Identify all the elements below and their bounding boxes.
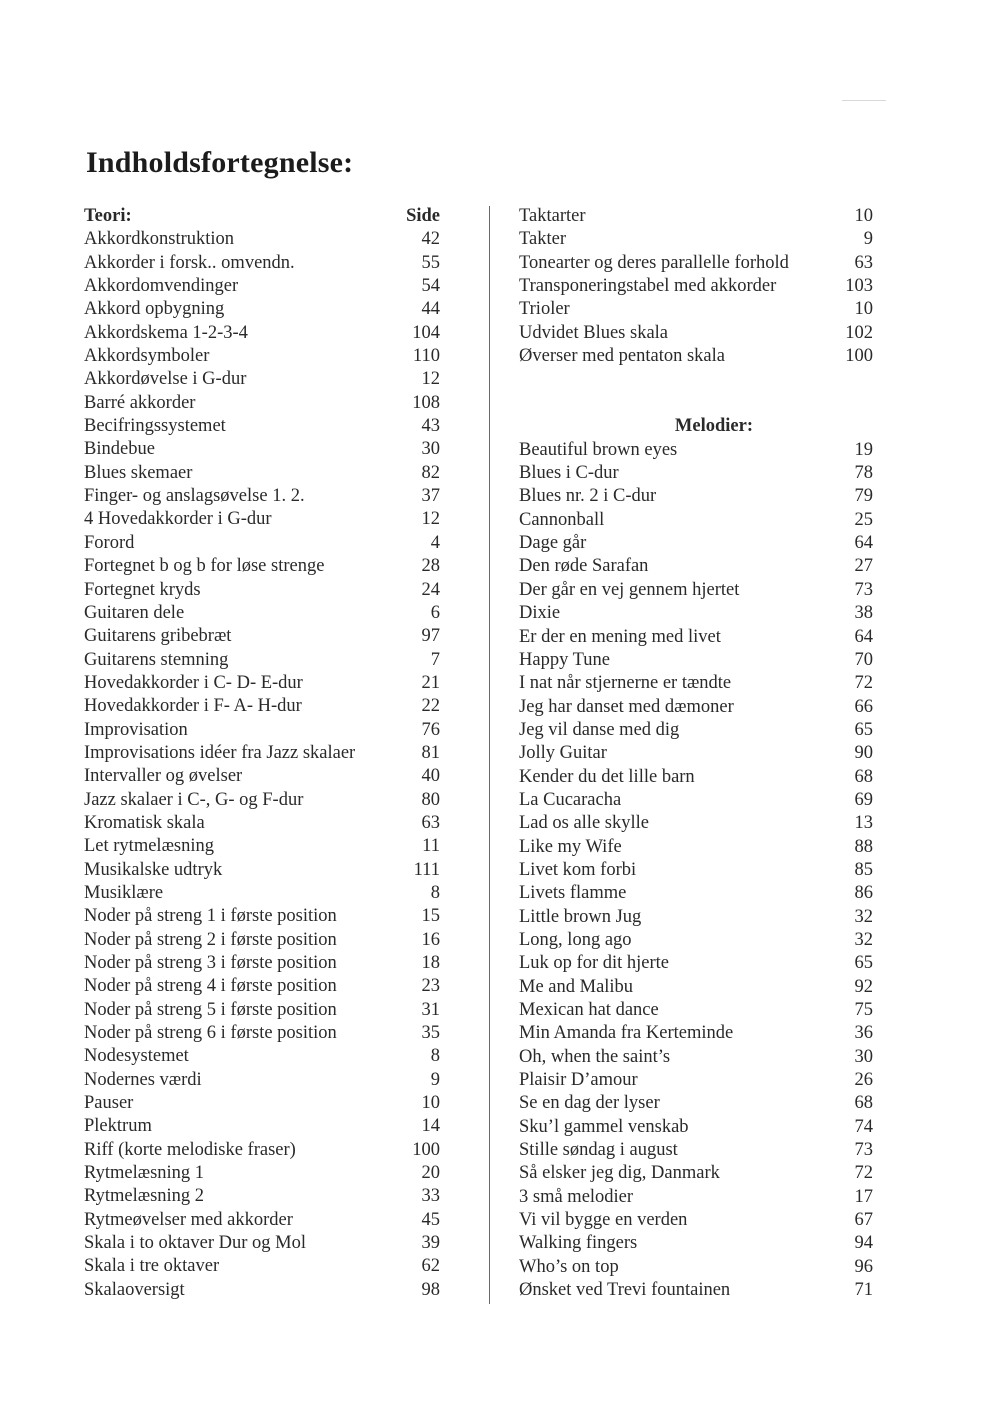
entry-page-number: 23 — [421, 976, 440, 997]
entry-title: Little brown Jug — [519, 906, 642, 927]
entry-title: Noder på streng 6 i første position — [84, 1023, 337, 1044]
entry-page-number: 70 — [854, 649, 873, 670]
entry-page-number: 22 — [421, 696, 440, 717]
toc-entry — [519, 345, 873, 368]
entry-title: Jeg har danset med dæmoner — [519, 696, 734, 717]
entry-page-number: 80 — [421, 789, 440, 810]
toc-entry — [84, 765, 440, 788]
entry-page-number: 14 — [421, 1116, 440, 1137]
melodier-heading: Melodier: — [674, 416, 753, 437]
toc-entry — [84, 532, 440, 555]
entry-title: Noder på streng 5 i første position — [84, 999, 337, 1020]
entry-page-number: 82 — [421, 462, 440, 483]
toc-entry — [519, 812, 873, 835]
entry-title: Who’s on top — [519, 1256, 619, 1277]
entry-title: Livet kom forbi — [519, 859, 637, 880]
entry-page-number: 111 — [413, 859, 440, 880]
toc-entry — [519, 789, 873, 812]
melodier-header-row — [519, 415, 873, 438]
entry-title: Jolly Guitar — [519, 743, 607, 764]
teori-continued-list — [519, 205, 873, 368]
entry-title: Takter — [519, 229, 566, 250]
entry-title: Akkordsymboler — [84, 346, 210, 367]
entry-page-number: 63 — [421, 812, 440, 833]
toc-entry — [84, 602, 440, 625]
toc-entry — [84, 298, 440, 321]
entry-page-number: 68 — [854, 766, 873, 787]
entry-page-number: 81 — [421, 742, 440, 763]
entry-title: Se en dag der lyser — [519, 1093, 660, 1114]
toc-entry — [84, 275, 440, 298]
toc-entry — [519, 298, 873, 321]
entry-page-number: 104 — [412, 322, 440, 343]
entry-page-number: 64 — [854, 533, 873, 554]
entry-page-number: 39 — [421, 1233, 440, 1254]
toc-entry — [84, 719, 440, 742]
toc-entry — [84, 1115, 440, 1138]
toc-entry — [84, 1092, 440, 1115]
toc-entry — [519, 626, 873, 649]
entry-title: Musikalske udtryk — [84, 859, 223, 880]
toc-entry — [84, 415, 440, 438]
teori-heading: Teori: — [84, 206, 132, 226]
entry-page-number: 73 — [854, 579, 873, 600]
entry-page-number: 62 — [421, 1256, 440, 1277]
entry-title: Barré akkorder — [84, 392, 196, 413]
entry-title: Fortegnet b og b for løse strenge — [84, 556, 325, 577]
toc-entry — [519, 205, 873, 228]
entry-page-number: 100 — [412, 1139, 440, 1160]
toc-entry — [519, 509, 873, 532]
entry-title: Guitaren dele — [84, 602, 185, 623]
toc-entry — [519, 1162, 873, 1185]
toc-entry — [84, 905, 440, 928]
entry-page-number: 26 — [854, 1070, 873, 1091]
toc-entry — [84, 952, 440, 975]
entry-title: Like my Wife — [519, 836, 622, 857]
entry-title: Rytmelæsning 2 — [84, 1186, 205, 1207]
entry-page-number: 94 — [854, 1233, 873, 1254]
toc-entry — [84, 929, 440, 952]
entry-page-number: 100 — [845, 346, 873, 367]
entry-title: Kender du det lille barn — [519, 766, 695, 787]
entry-page-number: 76 — [421, 719, 440, 740]
entry-title: Fortegnet kryds — [84, 579, 201, 600]
entry-page-number: 108 — [412, 392, 440, 413]
toc-entry — [519, 672, 873, 695]
entry-title: Blues i C-dur — [519, 463, 619, 484]
toc-entry — [84, 975, 440, 998]
toc-entry — [84, 1139, 440, 1162]
entry-page-number: 54 — [421, 276, 440, 297]
page-title: Indholdsfortegnelse: — [86, 146, 354, 179]
entry-title: Pauser — [84, 1093, 134, 1114]
toc-entry — [84, 882, 440, 905]
toc-entry — [84, 742, 440, 765]
toc-entry — [84, 1209, 440, 1232]
entry-page-number: 79 — [854, 486, 873, 507]
toc-entry — [519, 1209, 873, 1232]
entry-page-number: 24 — [421, 579, 440, 600]
entry-title: Walking fingers — [519, 1233, 638, 1254]
toc-entry — [519, 1279, 873, 1302]
toc-entry — [519, 275, 873, 298]
toc-entry — [519, 906, 873, 929]
entry-page-number: 30 — [421, 439, 440, 460]
entry-page-number: 63 — [854, 252, 873, 273]
entry-title: Me and Malibu — [519, 976, 634, 997]
toc-entry — [84, 392, 440, 415]
entry-page-number: 66 — [854, 696, 873, 717]
entry-page-number: 75 — [854, 1000, 873, 1020]
toc-entry — [84, 1255, 440, 1278]
entry-title: Akkordskema 1-2-3-4 — [84, 322, 248, 343]
toc-entry — [519, 579, 873, 602]
entry-title: Bindebue — [84, 439, 155, 460]
toc-entry — [519, 859, 873, 882]
entry-page-number: 8 — [430, 1046, 440, 1067]
entry-page-number: 40 — [421, 766, 440, 787]
melodier-list — [519, 439, 873, 1303]
entry-page-number: 97 — [421, 626, 440, 647]
entry-page-number: 65 — [854, 719, 873, 740]
entry-title: Akkord opbygning — [84, 299, 225, 320]
toc-entry — [84, 438, 440, 461]
entry-title: Den røde Sarafan — [519, 556, 649, 577]
toc-entry — [84, 228, 440, 251]
entry-title: Transponeringstabel med akkorder — [519, 276, 777, 297]
entry-title: Noder på streng 1 i første position — [84, 906, 337, 927]
toc-entry — [84, 368, 440, 391]
entry-page-number: 10 — [854, 299, 873, 320]
toc-entry — [519, 836, 873, 859]
toc-entry — [84, 252, 440, 275]
entry-title: Mexican hat dance — [519, 1000, 659, 1020]
entry-page-number: 35 — [421, 1023, 440, 1044]
toc-entry — [84, 789, 440, 812]
entry-page-number: 74 — [854, 1116, 873, 1137]
entry-page-number: 15 — [421, 906, 440, 927]
entry-page-number: 103 — [845, 276, 873, 297]
entry-title: Akkordøvelse i G-dur — [84, 369, 247, 390]
entry-title: Skala i tre oktaver — [84, 1256, 220, 1277]
toc-entry — [519, 929, 873, 952]
entry-title: Tonearter og deres parallelle forhold — [519, 252, 789, 273]
entry-page-number: 28 — [421, 556, 440, 577]
toc-entry — [519, 1256, 873, 1279]
entry-title: Øverser med pentaton skala — [519, 346, 725, 367]
entry-title: Skalaoversigt — [84, 1279, 185, 1300]
toc-entry — [84, 485, 440, 508]
entry-title: Finger- og anslagsøvelse 1. 2. — [84, 486, 305, 507]
toc-entry — [519, 228, 873, 251]
entry-title: Noder på streng 4 i første position — [84, 976, 337, 997]
entry-title: Intervaller og øvelser — [84, 766, 243, 787]
entry-title: Der går en vej gennem hjertet — [519, 579, 740, 600]
entry-page-number: 68 — [854, 1093, 873, 1114]
entry-title: Lad os alle skylle — [519, 813, 649, 834]
entry-title: Riff (korte melodiske fraser) — [84, 1139, 296, 1160]
toc-entry — [519, 742, 873, 765]
entry-page-number: 20 — [421, 1163, 440, 1184]
entry-page-number: 96 — [854, 1256, 873, 1277]
entry-page-number: 31 — [421, 999, 440, 1020]
entry-title: Akkordomvendinger — [84, 276, 239, 297]
entry-title: Nodesystemet — [84, 1046, 189, 1067]
toc-entry — [84, 462, 440, 485]
entry-page-number: 110 — [412, 346, 440, 367]
toc-entry — [84, 1045, 440, 1068]
entry-title: Musiklære — [84, 882, 164, 903]
toc-entry — [84, 672, 440, 695]
toc-entry — [519, 952, 873, 975]
toc-entry — [84, 695, 440, 718]
entry-title: Dage går — [519, 533, 587, 554]
entry-page-number: 21 — [421, 672, 440, 693]
entry-page-number: 43 — [421, 416, 440, 437]
entry-title: Skala i to oktaver Dur og Mol — [84, 1233, 306, 1254]
toc-entry — [519, 719, 873, 742]
entry-page-number: 72 — [854, 673, 873, 694]
toc-entry — [84, 835, 440, 858]
entry-title: Trioler — [519, 299, 570, 320]
entry-page-number: 36 — [854, 1023, 873, 1044]
entry-page-number: 98 — [421, 1279, 440, 1300]
entry-title: Hovedakkorder i C- D- E-dur — [84, 672, 303, 693]
toc-entry — [519, 1046, 873, 1069]
entry-page-number: 12 — [421, 369, 440, 390]
entry-page-number: 16 — [421, 929, 440, 950]
entry-title: Guitarens gribebræt — [84, 626, 232, 647]
entry-title: Nodernes værdi — [84, 1069, 202, 1090]
entry-page-number: 7 — [430, 649, 440, 670]
entry-title: Let rytmelæsning — [84, 836, 214, 857]
entry-page-number: 73 — [854, 1140, 873, 1161]
entry-page-number: 10 — [421, 1093, 440, 1114]
entry-page-number: 64 — [854, 626, 873, 647]
entry-title: Akkorder i forsk.. omvendn. — [84, 252, 295, 273]
entry-page-number: 88 — [854, 836, 873, 857]
toc-entry — [84, 1069, 440, 1092]
entry-title: Plaisir D’amour — [519, 1070, 638, 1091]
entry-page-number: 13 — [854, 813, 873, 834]
entry-page-number: 10 — [854, 206, 873, 226]
toc-entry — [84, 999, 440, 1022]
toc-entry — [84, 508, 440, 531]
toc-entry — [84, 859, 440, 882]
entry-title: Er der en mening med livet — [519, 626, 721, 647]
toc-entry — [519, 1022, 873, 1045]
toc-entry — [519, 462, 873, 485]
entry-page-number: 17 — [854, 1186, 873, 1207]
teori-column — [84, 205, 440, 1302]
entry-page-number: 4 — [430, 532, 440, 553]
toc-entry — [84, 555, 440, 578]
toc-entry — [519, 439, 873, 462]
entry-page-number: 27 — [854, 556, 873, 577]
entry-page-number: 92 — [854, 976, 873, 997]
entry-title: La Cucaracha — [519, 789, 622, 810]
entry-page-number: 8 — [430, 882, 440, 903]
entry-title: Akkordkonstruktion — [84, 229, 235, 250]
entry-page-number: 6 — [430, 602, 440, 623]
entry-title: Beautiful brown eyes — [519, 439, 678, 460]
toc-entry — [84, 1279, 440, 1302]
entry-page-number: 9 — [863, 229, 873, 250]
entry-page-number: 32 — [854, 929, 873, 950]
entry-page-number: 67 — [854, 1210, 873, 1231]
toc-entry — [519, 976, 873, 999]
entry-title: Ønsket ved Trevi fountainen — [519, 1280, 731, 1301]
toc-entry — [519, 1186, 873, 1209]
entry-title: Guitarens stemning — [84, 649, 229, 670]
entry-page-number: 55 — [421, 252, 440, 273]
entry-title: 3 små melodier — [519, 1186, 634, 1207]
toc-entry — [519, 999, 873, 1022]
entry-title: Long, long ago — [519, 929, 632, 950]
toc-entry — [84, 1232, 440, 1255]
toc-entry — [519, 602, 873, 625]
entry-title: Udvidet Blues skala — [519, 322, 669, 343]
toc-entry — [519, 766, 873, 789]
entry-title: Sku’l gammel venskab — [519, 1116, 689, 1137]
entry-title: Jazz skalaer i C-, G- og F-dur — [84, 789, 304, 810]
entry-page-number: 69 — [854, 789, 873, 810]
entry-title: Dixie — [519, 603, 561, 624]
toc-entry — [519, 1139, 873, 1162]
entry-title: 4 Hovedakkorder i G-dur — [84, 509, 272, 530]
toc-entry — [84, 812, 440, 835]
toc-entry — [519, 555, 873, 578]
entry-title: Forord — [84, 532, 135, 553]
entry-title: Så elsker jeg dig, Danmark — [519, 1163, 720, 1184]
entry-title: Rytmelæsning 1 — [84, 1163, 205, 1184]
toc-entry — [84, 1162, 440, 1185]
entry-page-number: 65 — [854, 953, 873, 974]
entry-page-number: 38 — [854, 603, 873, 624]
entry-page-number: 71 — [854, 1280, 873, 1301]
entry-title: Vi vil bygge en verden — [519, 1210, 688, 1231]
toc-entry — [84, 579, 440, 602]
entry-page-number: 44 — [421, 299, 440, 320]
entry-page-number: 78 — [854, 463, 873, 484]
entry-title: Oh, when the saint’s — [519, 1046, 671, 1067]
entry-page-number: 25 — [854, 509, 873, 530]
toc-entry — [519, 532, 873, 555]
entry-title: I nat når stjernerne er tændte — [519, 673, 732, 694]
entry-page-number: 19 — [854, 439, 873, 460]
toc-entry — [84, 345, 440, 368]
entry-page-number: 102 — [845, 322, 873, 343]
toc-entry — [519, 485, 873, 508]
entry-page-number: 12 — [421, 509, 440, 530]
toc-entry — [84, 649, 440, 672]
toc-entry — [519, 649, 873, 672]
toc-entry — [84, 625, 440, 648]
toc-entry — [84, 1022, 440, 1045]
toc-entry — [519, 322, 873, 345]
entry-title: Stille søndag i august — [519, 1140, 678, 1161]
entry-title: Improvisations idéer fra Jazz skalaer — [84, 742, 356, 763]
entry-title: Becifringssystemet — [84, 416, 226, 437]
entry-title: Blues nr. 2 i C-dur — [519, 486, 657, 507]
entry-page-number: 86 — [854, 883, 873, 904]
entry-page-number: 9 — [430, 1069, 440, 1090]
entry-title: Min Amanda fra Kerteminde — [519, 1023, 734, 1044]
scan-mark — [842, 100, 886, 101]
entry-title: Plektrum — [84, 1116, 152, 1137]
entry-page-number: 11 — [422, 836, 440, 857]
entry-page-number: 18 — [421, 953, 440, 973]
toc-entry — [84, 1185, 440, 1208]
toc-entry — [519, 696, 873, 719]
toc-entry — [519, 1232, 873, 1255]
entry-title: Happy Tune — [519, 649, 610, 670]
entry-title: Livets flamme — [519, 883, 627, 904]
toc-entry — [519, 1092, 873, 1115]
entry-page-number: 32 — [854, 906, 873, 927]
entry-page-number: 30 — [854, 1046, 873, 1067]
entry-title: Jeg vil danse med dig — [519, 719, 680, 740]
entry-page-number: 72 — [854, 1163, 873, 1184]
teori-header-row — [84, 205, 440, 228]
entry-page-number: 90 — [854, 743, 873, 764]
toc-entry — [519, 1069, 873, 1092]
toc-entry — [519, 882, 873, 905]
entry-page-number: 42 — [421, 229, 440, 250]
teori-list — [84, 228, 440, 1302]
entry-title: Taktarter — [519, 206, 586, 226]
entry-title: Cannonball — [519, 509, 605, 530]
entry-title: Improvisation — [84, 719, 188, 740]
entry-title: Hovedakkorder i F- A- H-dur — [84, 696, 302, 717]
entry-page-number: 33 — [421, 1186, 440, 1207]
toc-entry — [519, 1116, 873, 1139]
entry-title: Blues skemaer — [84, 462, 193, 483]
side-label: Side — [406, 206, 440, 226]
entry-title: Noder på streng 3 i første position — [84, 953, 337, 973]
entry-title: Rytmeøvelser med akkorder — [84, 1209, 293, 1230]
entry-page-number: 37 — [421, 486, 440, 507]
entry-page-number: 85 — [854, 859, 873, 880]
entry-page-number: 45 — [421, 1209, 440, 1230]
entry-title: Kromatisk skala — [84, 812, 205, 833]
entry-title: Noder på streng 2 i første position — [84, 929, 337, 950]
toc-entry — [519, 252, 873, 275]
column-divider — [489, 206, 490, 1304]
entry-title: Luk op for dit hjerte — [519, 953, 670, 974]
toc-entry — [84, 322, 440, 345]
right-column — [519, 205, 873, 1302]
